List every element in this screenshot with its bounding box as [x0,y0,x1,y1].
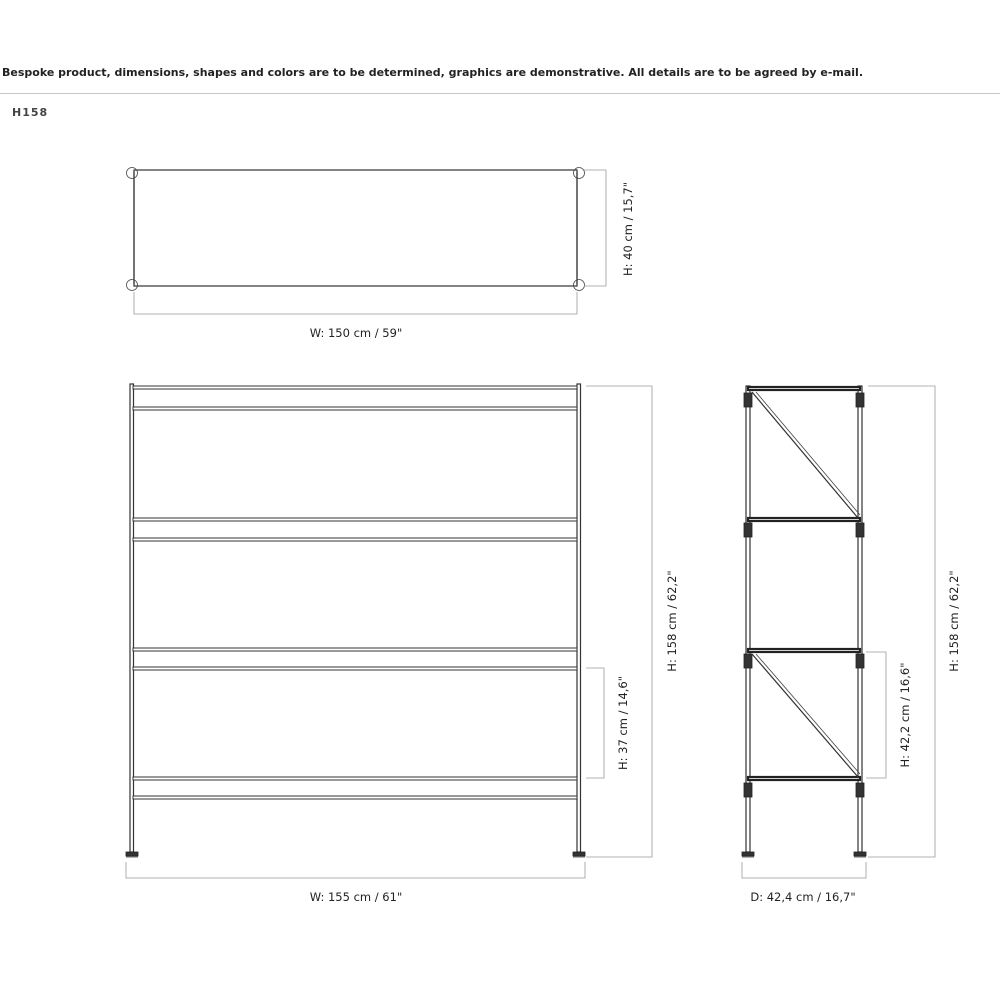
front-view-shelf-4 [133,796,577,799]
side-view-shelf-gap-label: H: 42,2 cm / 16,6" [898,662,912,768]
side-view-bracket-1a [744,393,752,407]
top-view-leg-bottom-left [127,280,138,291]
front-view-right-foot [573,852,585,856]
side-view-height-dimension-line [868,386,935,857]
top-view-leg-top-left [127,168,138,179]
top-view-width-label: W: 150 cm / 59" [309,326,403,340]
front-view-left-post [130,384,134,852]
side-view-depth-label: D: 42,4 cm / 16,7" [750,890,856,904]
front-view-shelf-gap-label: H: 37 cm / 14,6" [616,675,630,771]
front-view-left-foot [126,852,138,856]
top-view-depth-label: H: 40 cm / 15,7" [621,181,635,277]
top-view-leg-top-right [574,168,585,179]
side-view-shelf-2 [748,518,860,521]
side-view-bracket-4b [856,783,864,797]
side-view-bracket-1b [856,393,864,407]
side-view-shelf-gap-dimension-line [866,652,886,778]
front-view [126,384,679,904]
side-view-bracket-4a [744,783,752,797]
disclaimer-text: Bespoke product, dimensions, shapes and colors are to be determined, graphics are demonstrative. All details are to be agreed by e-mail. [2,66,864,79]
side-view-shelf-4 [748,777,860,780]
side-view-front-foot [742,852,754,856]
side-view-back-foot [854,852,866,856]
front-view-right-post [577,384,581,852]
side-view-height-label: H: 158 cm / 62,2" [947,570,961,672]
side-view-diagonal-brace-lower [752,654,858,777]
front-view-width-label: W: 155 cm / 61" [309,890,403,904]
side-view-bracket-3a [744,654,752,668]
front-view-height-dimension-line [586,386,652,857]
front-view-shelf-1 [133,407,577,410]
side-view [742,386,961,904]
front-view-shelf-2 [133,538,577,541]
side-view-bracket-2a [744,523,752,537]
side-view-bracket-3b [856,654,864,668]
front-view-shelf-3-top [133,648,577,651]
side-view-diagonal-brace-upper [752,392,858,518]
front-view-shelf-2-top [133,518,577,521]
front-view-top-rail [133,386,577,389]
top-view-shelf-outline [134,170,577,286]
front-view-width-dimension-line [126,862,585,878]
side-view-bracket-2b [856,523,864,537]
top-view [127,168,636,341]
side-view-back-post [858,386,862,852]
front-view-shelf-gap-dimension-line [586,668,604,778]
side-view-front-post [746,386,750,852]
top-view-leg-bottom-right [574,280,585,291]
side-view-shelf-1 [748,387,860,390]
front-view-shelf-4-top [133,777,577,780]
top-view-width-dimension-line [134,292,577,314]
front-view-height-label: H: 158 cm / 62,2" [665,570,679,672]
side-view-shelf-3 [748,649,860,652]
front-view-shelf-3 [133,667,577,670]
side-view-diagonal-brace-lower-edge [756,654,860,774]
side-view-depth-dimension-line [742,862,866,878]
side-view-diagonal-brace-upper-edge [756,392,860,515]
top-view-depth-dimension-line [584,170,606,286]
model-code: H158 [12,106,49,119]
